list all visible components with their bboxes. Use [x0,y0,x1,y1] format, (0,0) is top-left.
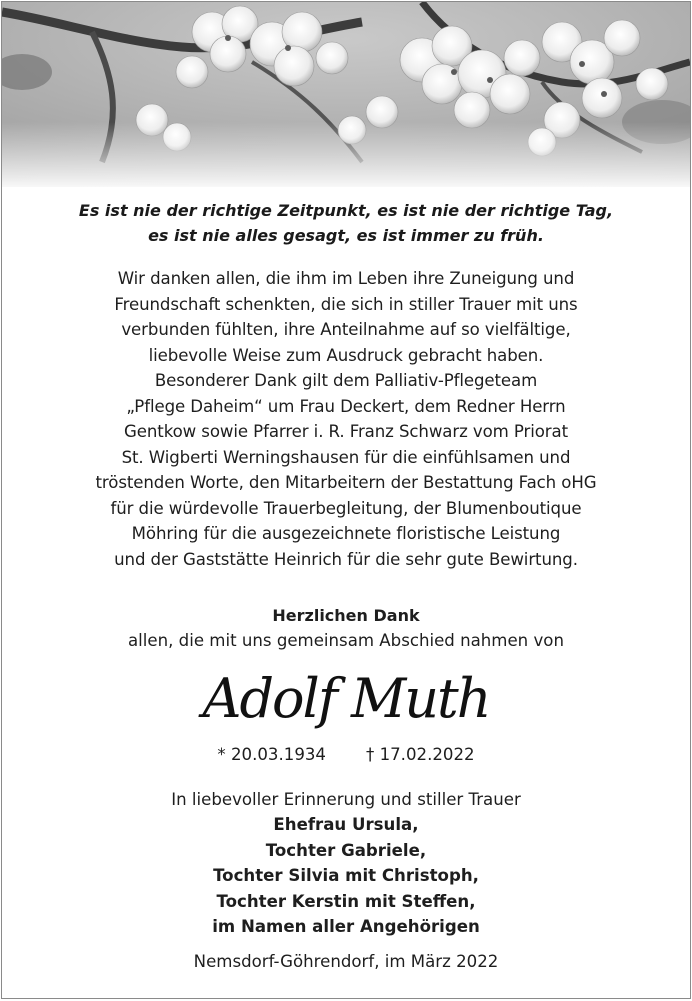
notice-content [2,198,690,974]
family-member: Ehefrau Ursula, [273,815,419,834]
body-line: „Pflege Daheim“ um Frau Deckert, dem Redner Herrn [126,396,566,416]
body-line: liebevolle Weise zum Ausdruck gebracht haben. [148,345,544,365]
body-line: Freundschaft schenkten, die sich in stiller Trauer mit uns [114,294,578,314]
body-line: Gentkow sowie Pfarrer i. R. Franz Schwarz vom Priorat [124,422,568,441]
family-member: Tochter Kerstin mit Steffen, [216,891,476,911]
body-line: Möhring für die ausgezeichnete floristische Leistung [131,524,561,543]
body-line: verbunden fühlten, ihre Anteilnahme auf so vielfältige, [121,320,571,339]
family-list [2,812,690,940]
motto-line: Es ist nie der richtige Zeitpunkt, es ist nie der richtige Tag, [78,201,614,220]
family-member: im Namen aller Angehörigen [212,917,480,936]
motto [2,198,690,248]
deceased-name-text: Adolf Muth [202,669,490,730]
family-member: Tochter Silvia mit Christoph, [213,866,479,885]
body-line: und der Gaststätte Heinrich für die sehr gute Bewirtung. [114,549,578,569]
body-line: Besonderer Dank gilt dem Palliativ-Pflegeteam [154,371,538,390]
body-line: Wir danken allen, die ihm im Leben ihre Zuneigung und [117,269,575,288]
body-line: St. Wigberti Werningshausen für die einfühlsamen und [121,447,571,467]
motto-line: es ist nie alles gesagt, es ist immer zu früh. [148,226,544,245]
deceased-name [2,669,690,731]
birth-date: * 20.03.1934 [217,745,326,764]
thank-you-text [2,266,690,572]
thanks-line: allen, die mit uns gemeinsam Abschied nahmen von [128,631,564,650]
life-dates [2,742,690,767]
obituary-notice [1,1,691,999]
mourning-intro: In liebevoller Erinnerung und stiller Trauer [171,790,521,809]
family-member: Tochter Gabriele, [265,840,427,860]
place-and-date: Nemsdorf-Göhrendorf, im März 2022 [193,951,499,971]
body-line: für die würdevolle Trauerbegleitung, der Blumenboutique [110,498,582,518]
body-line: tröstenden Worte, den Mitarbeitern der Bestattung Fach oHG [95,473,597,492]
thanks-heading: Herzlichen Dank [272,606,420,625]
cherry-blossom-photo [2,2,690,187]
death-date: † 17.02.2022 [366,745,475,764]
